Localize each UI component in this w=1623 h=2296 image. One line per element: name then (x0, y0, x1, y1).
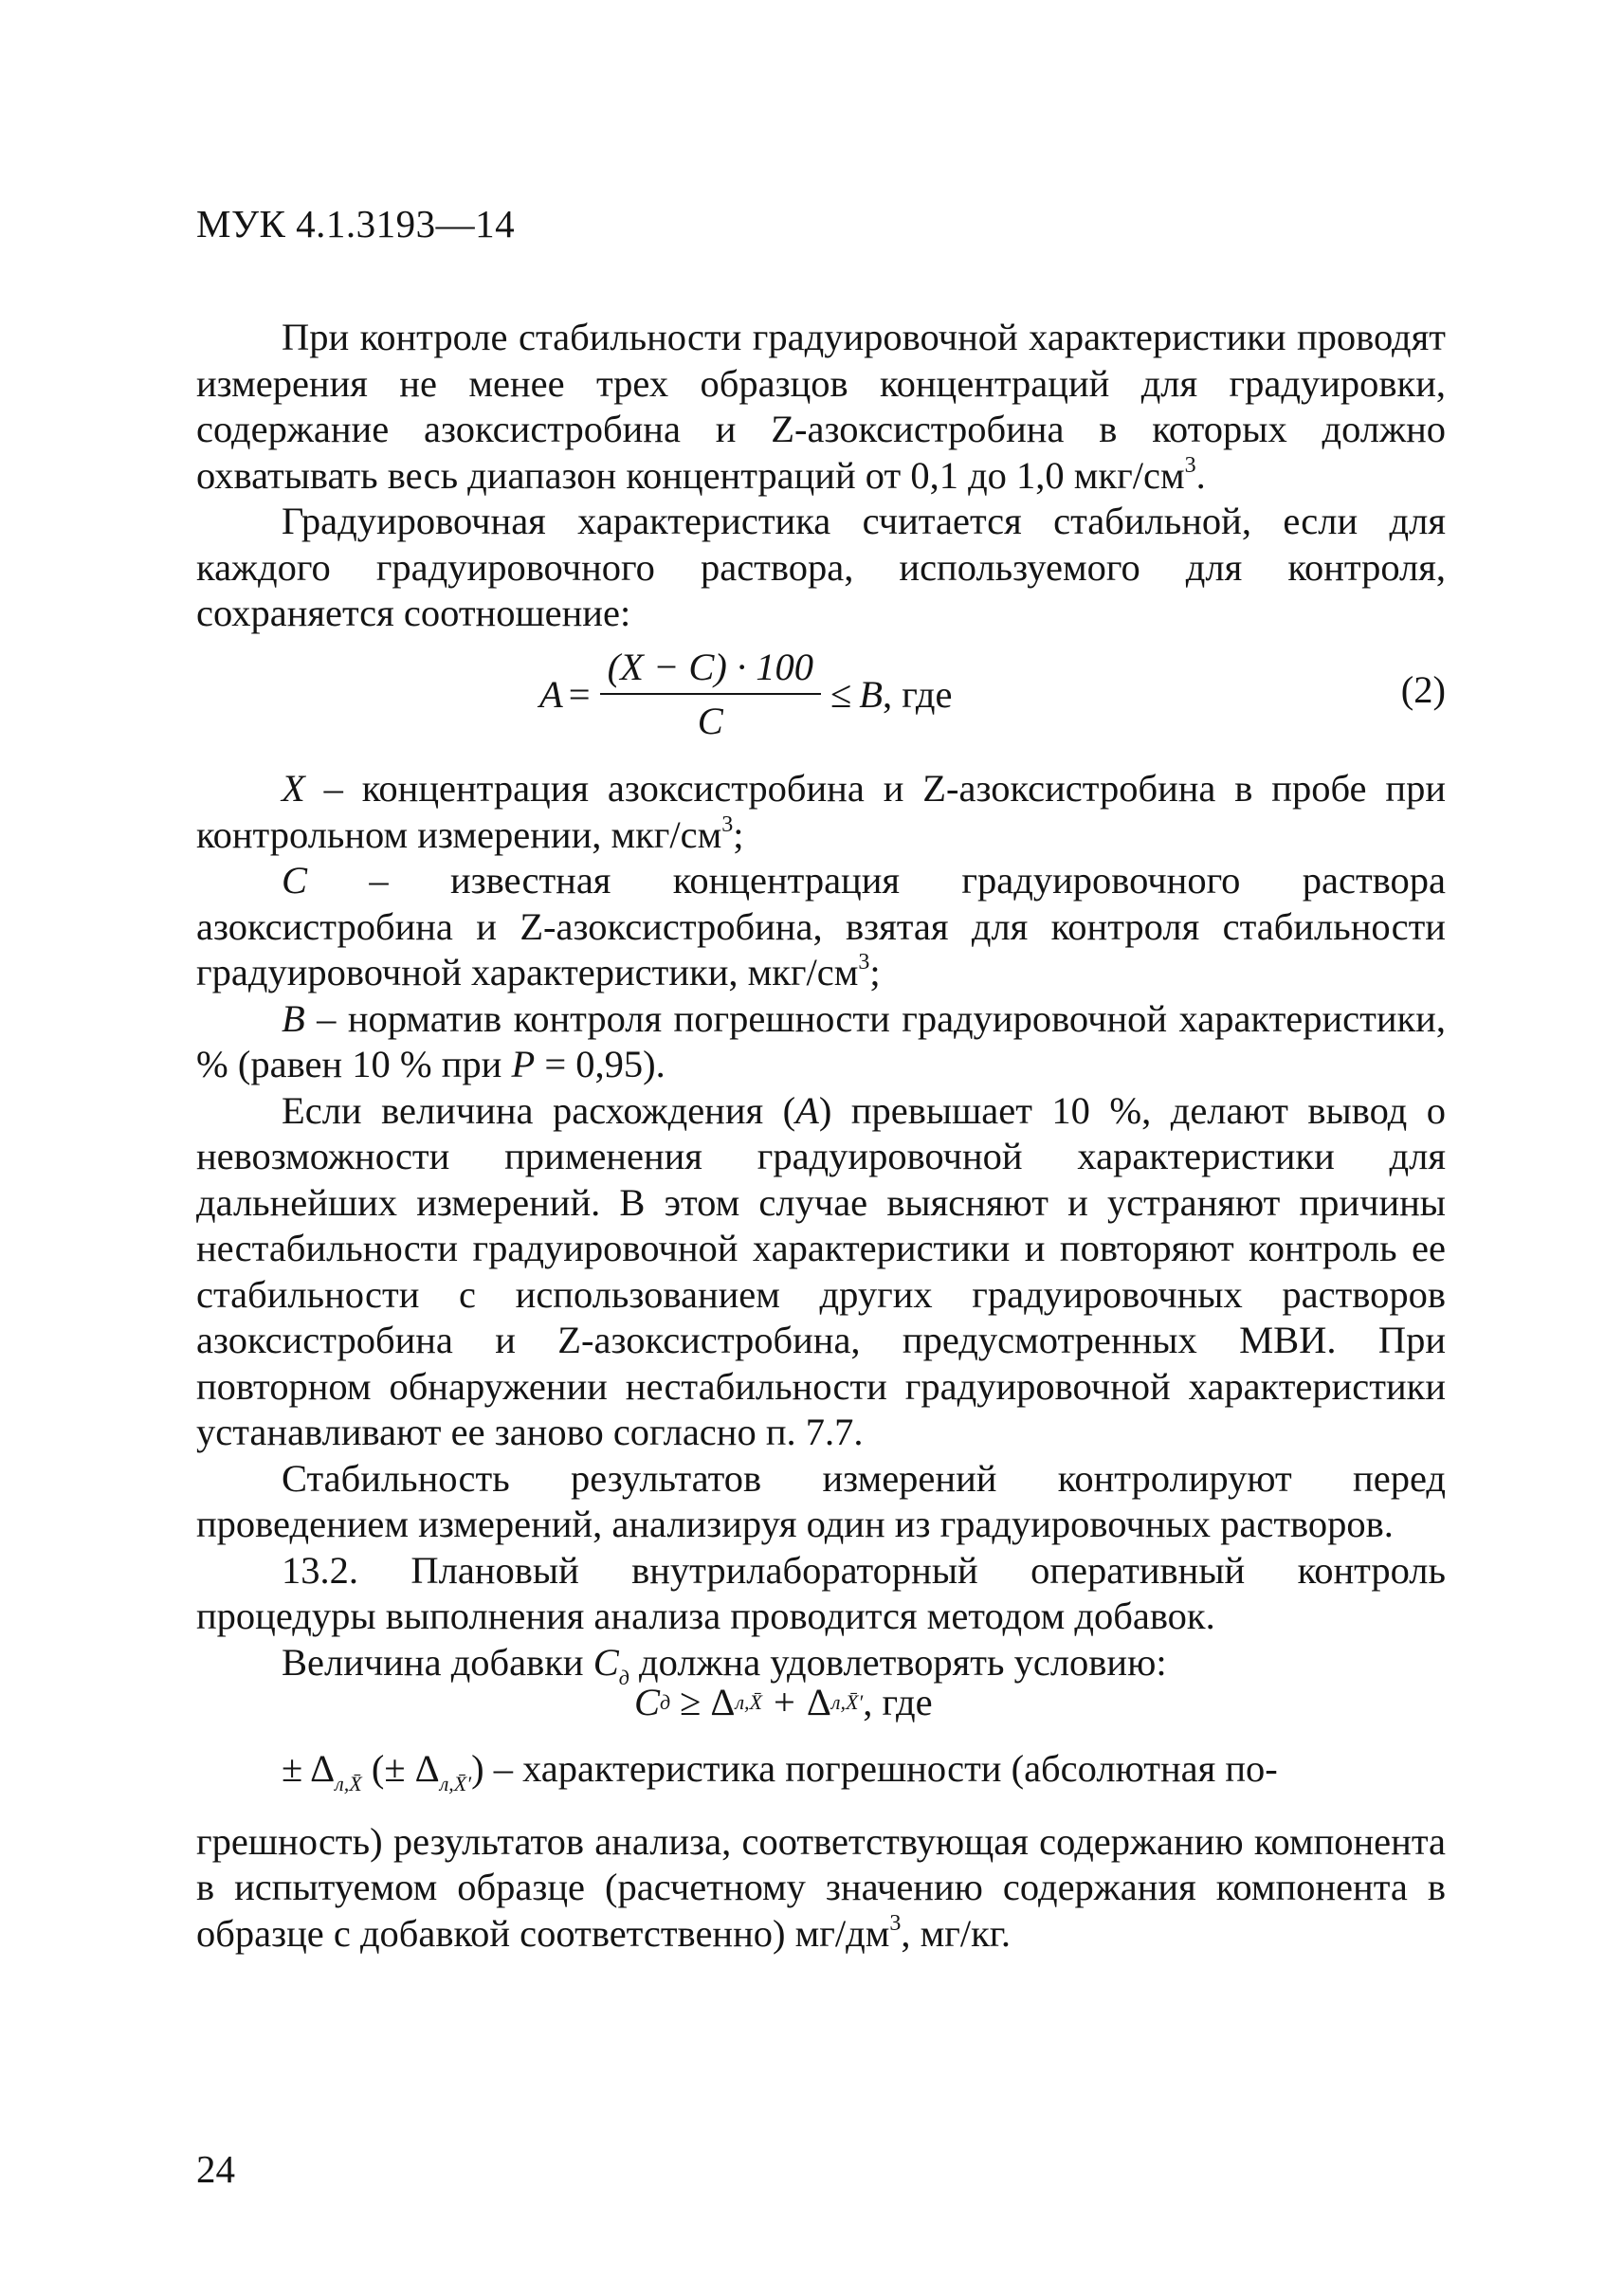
formula-additive-where: , где (863, 1681, 933, 1723)
formula-2-fraction (600, 645, 821, 743)
formula-2-denominator: C (697, 700, 723, 742)
paragraph-error-characteristic: ± $\Delta_{л,X̄}$ (± $\Delta_{л,X̄'}$) – характеристика погрешности (абсолютная по- (282, 1747, 1278, 1795)
formula-additive-row (196, 1680, 1446, 1737)
formula-additive-delta1: Δ (710, 1681, 736, 1723)
definition-b: B – норматив контроля погрешности градуировочной характеристики, % (равен 10 % при P = 0,95). (196, 996, 1446, 1085)
intro-paragraphs (196, 315, 1446, 637)
formula-2-where: , где (883, 672, 953, 716)
paragraph-calibration-control: При контроле стабильности градуировочной характеристики проводят измерения не менее трех образцов концентраций для градуировки, содержание азоксистробина и Z-азоксистробина в которых должно охватывать весь диапазон концентраций от 0,1 до 1,0 мкг/$см^3$. (196, 316, 1446, 497)
definition-c: C – известная концентрация градуировочного раствора азоксистробина и Z-азоксистробина, взятая для контроля стабильности градуировочной характеристики, мкг/$см^3$; (196, 859, 1446, 993)
formula-additive-delta2: Δ (806, 1681, 831, 1723)
paragraph-error-characteristic-cont: грешность) результатов анализа, соответствующая содержанию компонента в испытуемом образце (расчетному значению содержания компонента в образце с добавкой соответственно) $мг/дм^3$, мг/кг. (196, 1819, 1446, 1955)
formula-2-lhs: A (539, 672, 563, 716)
formula-additive-c-sub: д (660, 1689, 671, 1714)
formula-2-numerator: (X − C) · 100 (600, 645, 821, 695)
formula-additive (634, 1680, 933, 1724)
formula-additive-delta1-sub: л,X̄ (735, 1689, 762, 1714)
formula-additive-c: C (634, 1681, 661, 1723)
formula-2-le: ≤ (830, 672, 852, 716)
formula-additive-plus: + (773, 1681, 795, 1723)
final-definition (196, 1746, 1446, 1957)
document-code-header: МУК 4.1.3193—14 (196, 202, 516, 246)
formula-2-row (196, 645, 1446, 749)
formula-2-rhs: B (859, 672, 884, 716)
paragraph-measurement-stability: Стабильность результатов измерений контролируют перед проведением измерений, анализируя один из градуировочных растворов. (196, 1456, 1446, 1545)
equation-number: (2) (1400, 668, 1446, 711)
paragraph-section-13-2: 13.2. Плановый внутрилабораторный оперативный контроль процедуры выполнения анализа проводится методом добавок. (196, 1548, 1446, 1637)
formula-additive-ge: ≥ (680, 1681, 702, 1723)
paragraph-deviation: Если величина расхождения (A) превышает 10 %, делают вывод о невозможности применения градуировочной характеристики для дальнейших измерений. В этом случае выясняют и устраняют причины нестабильности градуировочной характеристики и повторяют контроль ее стабильности с использованием других градуировочных растворов азоксистробина и Z-азоксистробина, предусмотренных МВИ. При повторном обнаружении нестабильности градуировочной характеристики устанавливают ее заново согласно п. 7.7. (196, 1088, 1446, 1453)
paragraph-additive-condition: Величина добавки $C_д$ должна удовлетворять условию: (282, 1640, 1167, 1689)
formula-2 (539, 645, 952, 743)
formula-additive-delta2-sub: л,X̄′ (830, 1689, 864, 1714)
definition-x: X – концентрация азоксистробина и Z-азоксистробина в пробе при контрольном измерении, мкг/$см^3$; (196, 767, 1446, 856)
formula-2-equals: = (568, 672, 591, 716)
definitions-and-control (196, 766, 1446, 1701)
page-number: 24 (196, 2147, 235, 2191)
paragraph-stability-condition: Градуировочная характеристика считается стабильной, если для каждого градуировочного раствора, используемого для контроля, сохраняется соотношение: (196, 500, 1446, 634)
